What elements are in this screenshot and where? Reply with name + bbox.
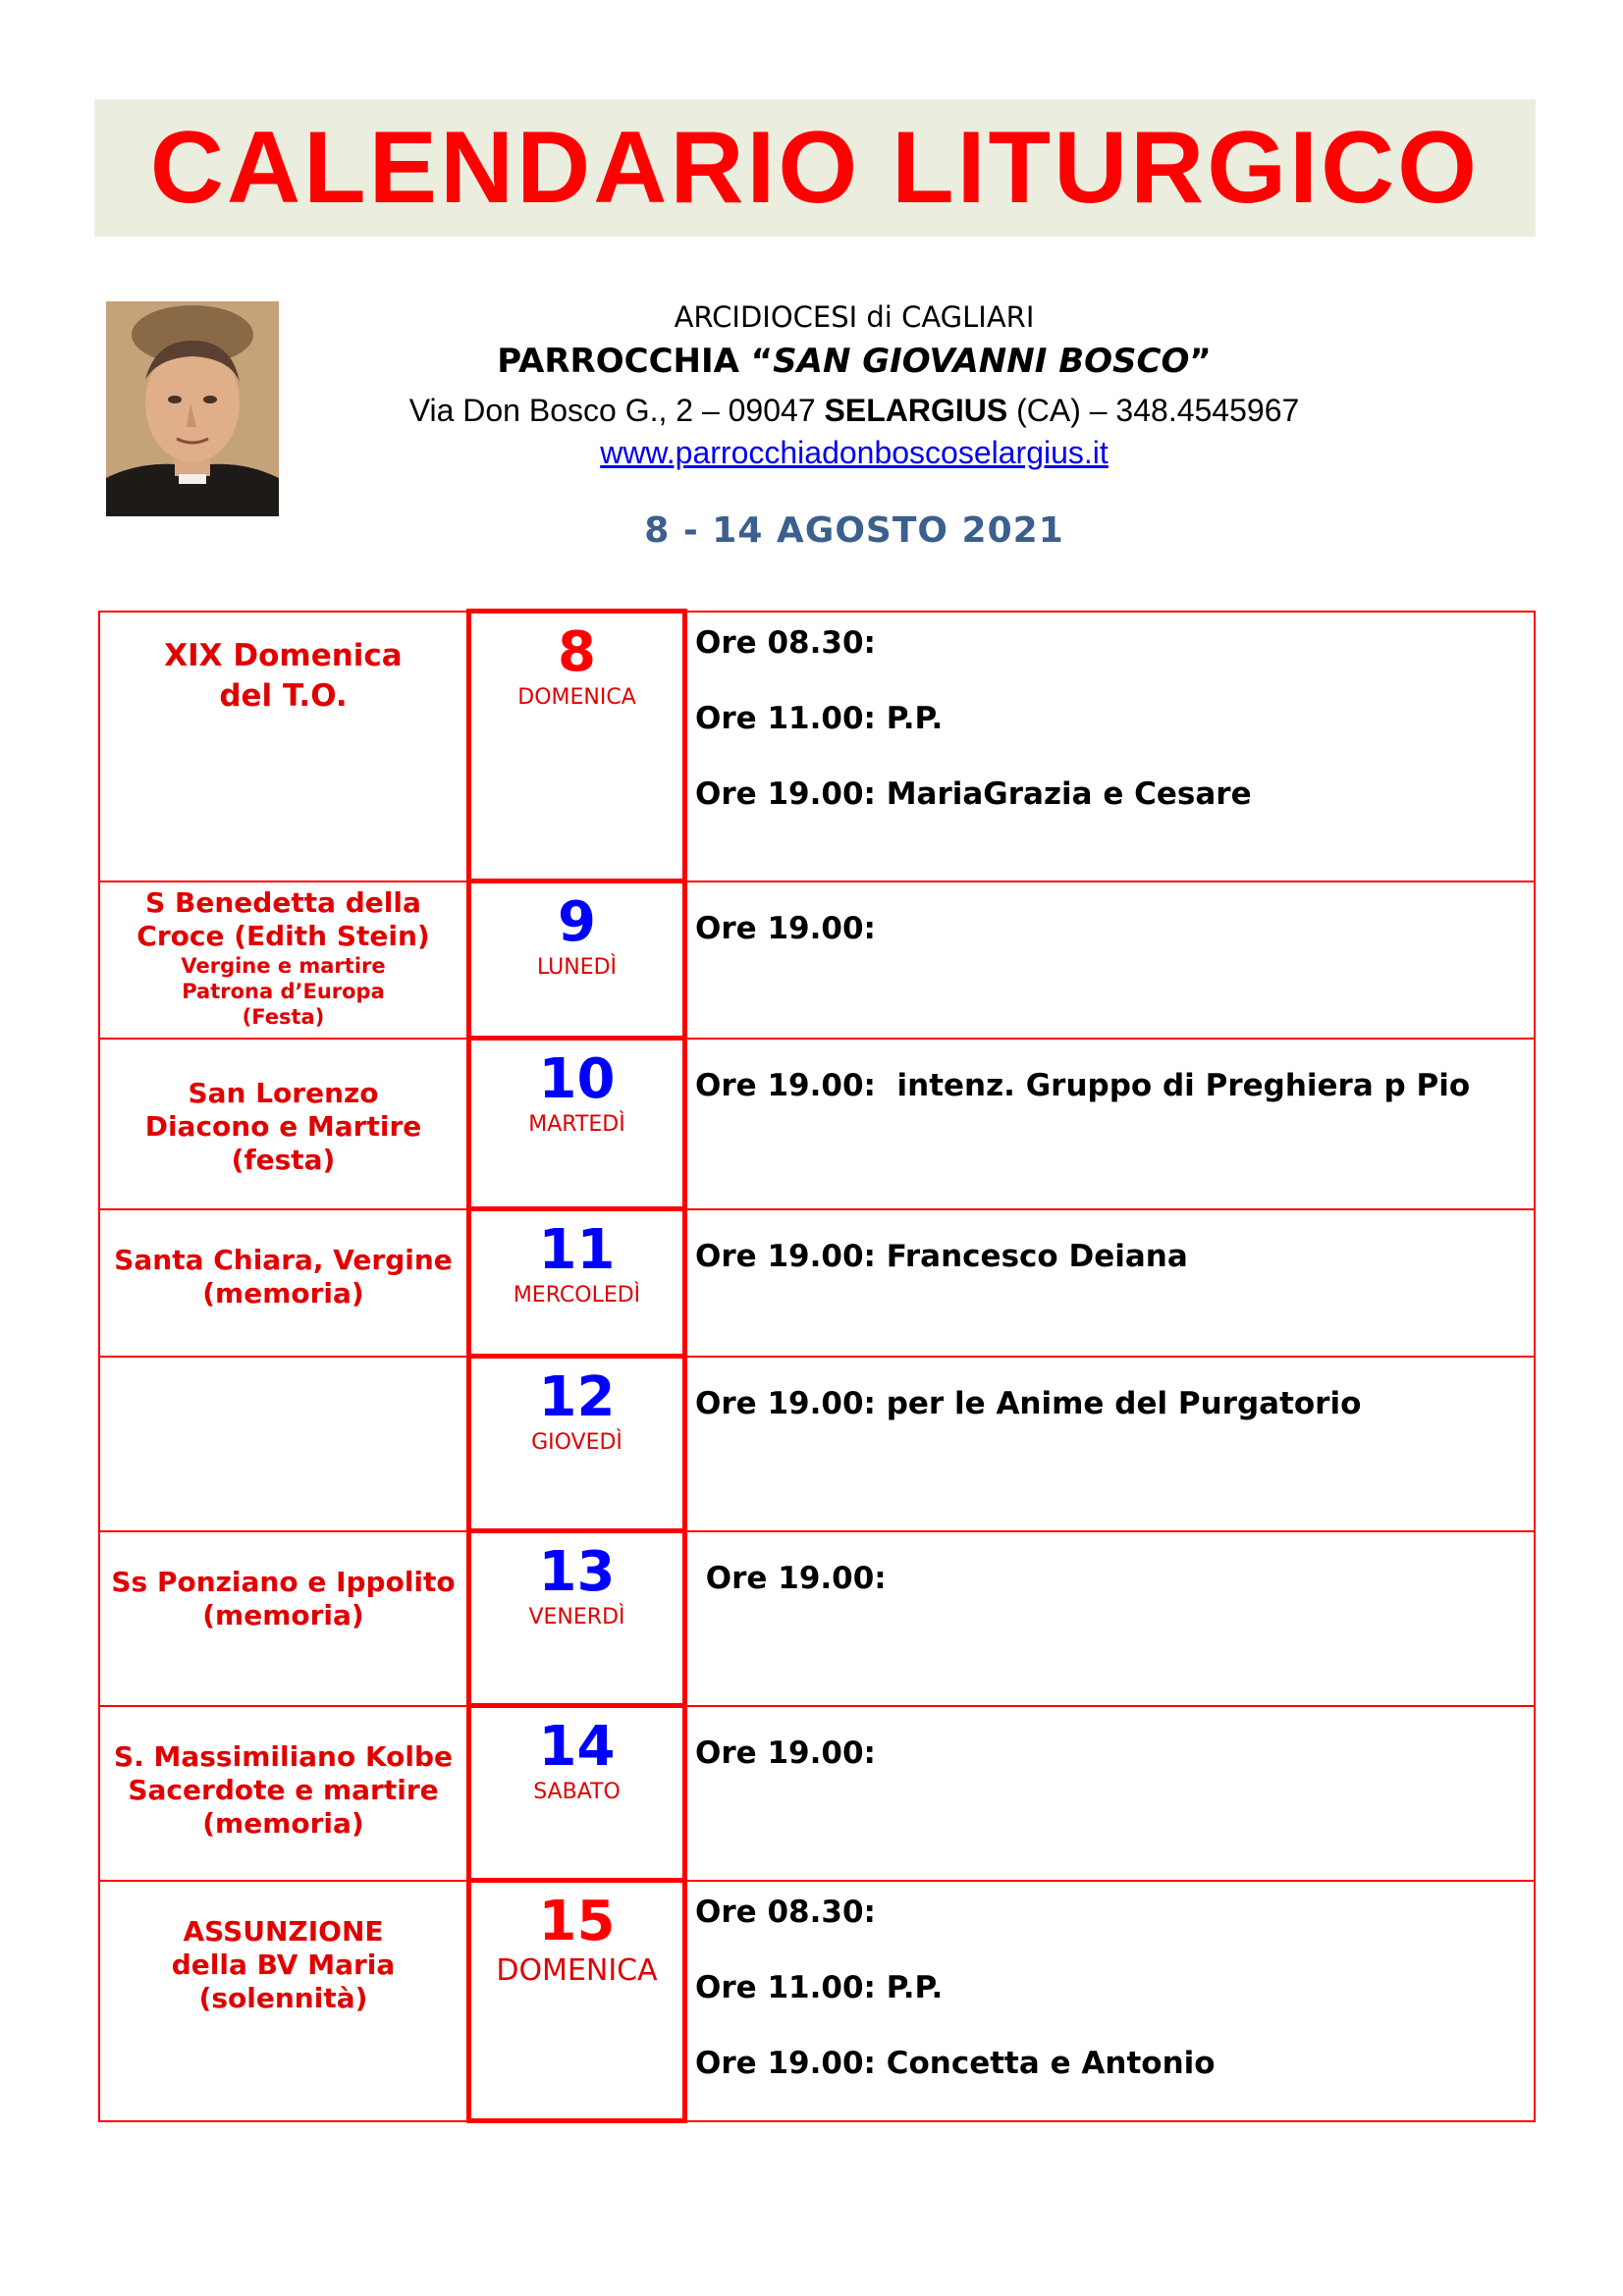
archdiocese-label: ARCIDIOCESI di CAGLIARI	[674, 300, 1035, 334]
mass-entry: Ore 19.00: per le Anime del Purgatorio	[695, 1385, 1362, 1421]
week-range: 8 - 14 AGOSTO 2021	[644, 510, 1064, 551]
feast-cell	[99, 1039, 469, 1209]
portrait-icon	[106, 301, 279, 516]
feast-line: S. Massimiliano Kolbe	[113, 1739, 454, 1773]
day-row	[99, 1209, 1535, 1357]
masses-cell	[685, 1706, 1536, 1881]
feast-line: ASSUNZIONE	[183, 1914, 384, 1948]
weekday-name: GIOVEDÌ	[531, 1430, 622, 1455]
mass-entry: Ore 08.30:	[695, 624, 876, 661]
day-number: 13	[538, 1540, 616, 1604]
feast-line: (festa)	[231, 1143, 336, 1176]
day-cell	[469, 881, 685, 1039]
day-cell	[469, 1881, 685, 2121]
feast-line: Sacerdote e martire	[128, 1773, 439, 1806]
day-row	[99, 1357, 1535, 1531]
feast-line: (memoria)	[202, 1276, 364, 1309]
feast-cell	[99, 1881, 469, 2121]
liturgical-calendar-table	[98, 609, 1536, 2123]
day-row	[99, 612, 1535, 881]
weekday-name: LUNEDÌ	[536, 955, 618, 980]
day-cell	[469, 1209, 685, 1357]
page-title: CALENDARIO LITURGICO	[149, 111, 1481, 225]
mass-entry: Ore 19.00: Concetta e Antonio	[695, 2045, 1216, 2081]
feast-line: Diacono e Martire	[144, 1109, 422, 1143]
mass-entry: Ore 19.00:	[695, 910, 876, 946]
day-number: 12	[538, 1365, 616, 1429]
masses-cell	[685, 881, 1536, 1039]
day-cell	[469, 612, 685, 881]
masses-cell	[685, 1357, 1536, 1531]
weekday-name: VENERDÌ	[528, 1605, 625, 1629]
feast-note: Vergine e martire	[181, 953, 386, 978]
day-row	[99, 1881, 1535, 2121]
day-cell	[469, 1039, 685, 1209]
feast-line: S Benedetta della	[145, 885, 421, 919]
feast-line: Ss Ponziano e Ippolito	[111, 1565, 456, 1598]
day-number: 10	[538, 1047, 616, 1111]
feast-cell	[99, 612, 469, 881]
feast-cell	[99, 1531, 469, 1706]
day-row	[99, 881, 1535, 1039]
feast-line: (memoria)	[202, 1806, 364, 1840]
day-cell	[469, 1357, 685, 1531]
masses-cell	[685, 612, 1536, 881]
day-number: 15	[538, 1890, 616, 1953]
day-row	[99, 1706, 1535, 1881]
parish-address: Via Don Bosco G., 2 – 09047 SELARGIUS (CA) – 348.4545967	[408, 393, 1300, 428]
day-number: 9	[558, 890, 596, 954]
weekday-name: MARTEDÌ	[528, 1112, 625, 1137]
mass-entry: Ore 19.00: Francesco Deiana	[695, 1238, 1188, 1274]
feast-line: (solennità)	[198, 1981, 368, 2014]
mass-entry: Ore 19.00:	[695, 1735, 876, 1771]
day-cell	[469, 1531, 685, 1706]
feast-cell	[99, 1357, 469, 1531]
day-row	[99, 1531, 1535, 1706]
feast-line: Croce (Edith Stein)	[136, 919, 430, 952]
feast-note: (Festa)	[242, 1004, 325, 1029]
feast-line: della BV Maria	[171, 1948, 396, 1981]
masses-cell	[685, 1531, 1536, 1706]
mass-entry: Ore 19.00: MariaGrazia e Cesare	[695, 775, 1252, 812]
day-row	[99, 1039, 1535, 1209]
day-number: 11	[538, 1218, 616, 1282]
feast-line: (memoria)	[202, 1598, 364, 1631]
mass-entry: Ore 08.30:	[695, 1894, 876, 1930]
day-number: 8	[558, 620, 596, 684]
parish-name: PARROCCHIA “SAN GIOVANNI BOSCO”	[497, 342, 1212, 381]
mass-entry: Ore 11.00: P.P.	[695, 700, 944, 736]
masses-cell	[685, 1039, 1536, 1209]
title-band	[94, 99, 1536, 237]
day-number: 14	[538, 1715, 616, 1779]
feast-line: San Lorenzo	[188, 1076, 379, 1109]
weekday-name: MERCOLEDÌ	[513, 1283, 641, 1308]
feast-line: Santa Chiara, Vergine	[114, 1243, 453, 1276]
mass-entry: Ore 19.00: intenz. Gruppo di Preghiera p Pio	[695, 1067, 1471, 1103]
masses-cell	[685, 1209, 1536, 1357]
weekday-name: SABATO	[533, 1780, 621, 1804]
masses-cell	[685, 1881, 1536, 2121]
feast-cell	[99, 1209, 469, 1357]
weekday-name: DOMENICA	[517, 685, 636, 710]
feast-cell	[99, 1706, 469, 1881]
feast-line: XIX Domenica	[164, 637, 403, 673]
website-link[interactable]: www.parrocchiadonboscoselargius.it	[600, 435, 1109, 470]
mass-entry: Ore 11.00: P.P.	[695, 1969, 944, 2005]
feast-note: Patrona d’Europa	[182, 979, 385, 1003]
day-cell	[469, 1706, 685, 1881]
mass-entry: Ore 19.00:	[695, 1560, 887, 1596]
saint-portrait-image	[106, 301, 279, 516]
feast-cell	[99, 881, 469, 1039]
weekday-name: DOMENICA	[496, 1953, 658, 1988]
feast-line: del T.O.	[219, 677, 348, 714]
